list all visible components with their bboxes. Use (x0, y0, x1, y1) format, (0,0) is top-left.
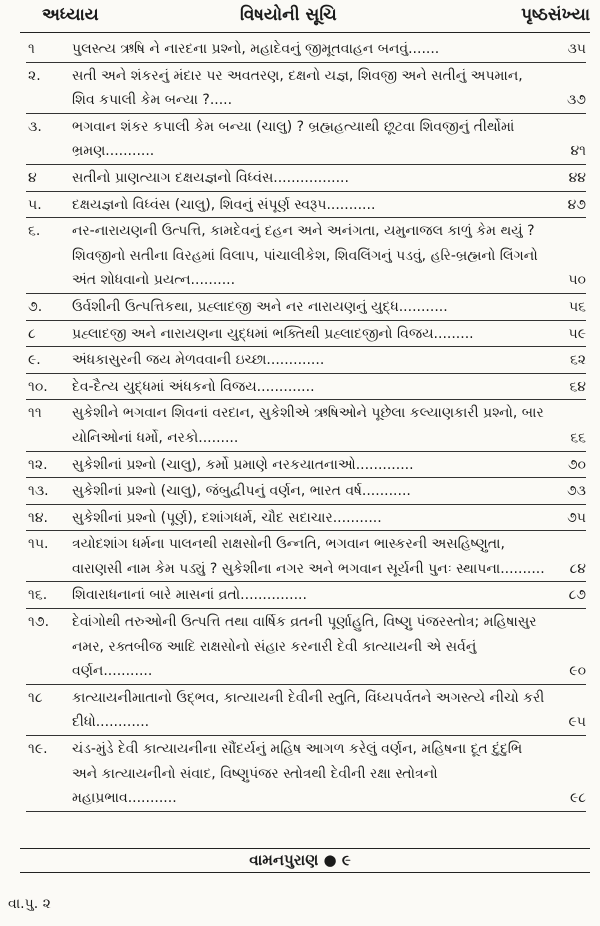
page-number: ૭૦ (567, 456, 586, 473)
page-number: ૩૭ (566, 92, 586, 109)
chapter-title: ઉર્વશીની ઉત્પત્તિકથા, પ્રહ્લાદજી અને નર નારાયણનું યુદ્ધ........... (72, 298, 448, 315)
chapter-title: દેવાંગોથી તરુઓની ઉત્પત્તિ તથા વાર્ષિક વ્રતની પૂર્ણાહુતિ, વિષ્ણુ પંજરસ્તોત્ર; મહિષાસુર નમર, રક્તબીજ આદિ રાક્ષસોનો સંહાર કરનારી દેવી કાત્યાયની એ સર્વનું વર્ણન........... (72, 614, 537, 680)
chapter-title: શિવારાધનાનાં બારે માસનાં વ્રતો............... (72, 587, 307, 604)
chapter-number: ૯. (28, 352, 41, 369)
chapter-title: સતીનો પ્રાણત્યાગ દક્ષયજ્ઞનો વિધ્વંસ................. (72, 169, 349, 186)
chapter-title: ચંડ-મુંડે દેવી કાત્યાયનીના સૌંદર્યનું મહિષ આગળ કરેલું વર્ણન, મહિષના દૂત દુંદુભિ અને કાત્યાયનીનો સંવાદ, વિષ્ણુપંજર સ્તોત્રથી દેવીની રક્ષા સ્તોત્રનો મહાપ્રભાવ........... (72, 741, 523, 807)
toc-entry (26, 294, 586, 321)
chapter-title: નર-નારાયણની ઉત્પત્તિ, કામદેવનું દહન અને અનંગતા, યમુનાજલ કાળું કેમ થયું ? શિવજીનો સતીના વિરહમાં વિલાપ, પાંચાલીકેશ, શિવલિંગનું પડવું, હરિ-બ્રહ્મનો લિંગનો અંત શોધવાનો પ્રયત્ન.......... (72, 223, 538, 289)
toc-list (26, 36, 586, 812)
chapter-number: ૧૮ (28, 689, 43, 706)
chapter-number: ૬. (28, 223, 41, 240)
chapter-number: ૧૨. (28, 456, 48, 473)
toc-entry (26, 192, 586, 219)
toc-entry (26, 478, 586, 505)
chapter-number: ૮ (28, 325, 36, 342)
toc-entry (26, 531, 586, 582)
toc-entry (26, 374, 586, 401)
chapter-title: કાત્યાયનીમાતાનો ઉદ્ભવ, કાત્યાયની દેવીની સ્તુતિ, વિંધ્યપર્વતને અગસ્ત્યે નીચો કરી દીધો............ (72, 689, 545, 731)
page-column-label: પૃષ્ઠસંખ્યા (521, 5, 590, 25)
chapter-title: ભગવાન શંકર કપાલી કેમ બન્યા (ચાલુ) ? બ્રહ્મહત્યાથી છૂટવા શિવજીનું તીર્થોમાં ભ્રમણ........... (72, 118, 515, 160)
chapter-number: ૧૪. (28, 509, 48, 526)
toc-entry (26, 218, 586, 294)
toc-entry (26, 321, 586, 348)
page-number: ૫૯ (568, 325, 586, 342)
toc-header (0, 0, 600, 30)
chapter-number: ૪ (28, 169, 37, 186)
header-rule (20, 32, 590, 33)
chapter-title: દેવ-દૈત્ય યુદ્ધમાં અંધકનો વિજય............. (72, 378, 315, 395)
toc-entry (26, 736, 586, 812)
page-number: ૫૬ (568, 298, 586, 315)
chapter-number: ૧૬. (28, 587, 48, 604)
toc-entry (26, 582, 586, 609)
chapter-number: ૨. (28, 67, 41, 84)
chapter-title: અંધકાસુરની જય મેળવવાની ઇચ્છા............. (72, 352, 325, 369)
running-footer: વામનપુરાણ ● ૯ (249, 851, 351, 869)
footer-rule-bottom (20, 872, 590, 873)
toc-entry (26, 400, 586, 451)
page-number: ૫૦ (568, 272, 586, 289)
signature-mark: વા.પુ. ૨ (8, 896, 51, 912)
toc-entry (26, 114, 586, 165)
chapter-title: સુકેશીનાં પ્રશ્નો (પૂર્ણ), દશાંગધર્મ, ચૌદ સદાચાર........... (72, 509, 382, 526)
page-number: ૬૬ (570, 429, 586, 446)
chapter-number: ૧૫. (28, 536, 49, 553)
page-number: ૬૨ (569, 352, 586, 369)
page-number: ૯૮ (570, 790, 586, 807)
page-number: ૮૭ (568, 587, 586, 604)
chapter-number: ૫. (28, 196, 42, 213)
toc-entry (26, 347, 586, 374)
chapter-number: ૧૦. (28, 378, 48, 395)
chapter-title: પ્રહ્લાદજી અને નારાયણના યુદ્ધમાં ભક્તિથી પ્રહ્લાદજીનો વિજય......... (72, 325, 474, 342)
toc-entry (26, 63, 586, 114)
page-number: ૩૫ (567, 41, 586, 57)
toc-entry (26, 609, 586, 685)
chapter-title: ત્રયોદશાંગ ધર્મના પાલનથી રાક્ષસોની ઉન્નતિ, ભગવાન ભાસ્કરની અસહિષ્ણુતા, વારાણસી નામ કેમ પડ્યું ? સુકેશીના નગર અને ભગવાન સૂર્યની પુનઃ સ્થાપના.......... (72, 536, 545, 577)
chapter-number: ૧૩. (28, 483, 49, 500)
chapter-title: સુકેશીને ભગવાન શિવનાં વરદાન, સુકેશીએ ઋષિઓને પૂછેલા કલ્યાણકારી પ્રશ્નો, બાર યોનિઓનાં ધર્મો, નરકો......... (72, 405, 544, 446)
chapter-number: ૧ (28, 41, 35, 57)
chapter-title: દક્ષયજ્ઞનો વિધ્વંસ (ચાલુ), શિવનું સંપૂર્ણ સ્વરૂપ........... (72, 196, 376, 213)
toc-entry (26, 36, 586, 63)
toc-entry (26, 685, 586, 736)
page-number: ૪૧ (570, 143, 586, 160)
page-number: ૪૭ (567, 196, 586, 213)
chapter-number: ૧૧ (28, 405, 42, 422)
page-number: ૪૪ (568, 169, 586, 186)
page-number: ૮૪ (569, 560, 586, 577)
page-number: ૭૫ (567, 509, 586, 526)
chapter-title: સુકેશીનાં પ્રશ્નો (ચાલુ), કર્મો પ્રમાણે નરકયાતનાઓ............. (72, 456, 414, 473)
chapter-number: ૧૯. (28, 741, 48, 758)
chapter-number: ૩. (28, 118, 42, 135)
page-number: ૭૩ (566, 483, 586, 500)
chapter-column-label: અધ્યાય (42, 5, 99, 25)
chapter-title: સતી અને શંકરનું મંદાર પર અવતરણ, દક્ષનો યજ્ઞ, શિવજી અને સતીનું અપમાન, શિવ કપાલી કેમ બન્યા ?..... (72, 67, 523, 109)
chapter-number: ૭. (28, 298, 43, 315)
toc-entry (26, 505, 586, 532)
toc-entry (26, 165, 586, 192)
toc-entry (26, 452, 586, 479)
toc-title: વિષયોની સૂચિ (240, 5, 337, 25)
chapter-number: ૧૭. (28, 614, 50, 631)
chapter-title: પુલસ્ત્ય ઋષિ ને નારદના પ્રશ્નો, મહાદેવનું જીમૂતવાહન બનવું....... (72, 41, 440, 57)
page-number: ૬૪ (569, 378, 586, 395)
footer-rule-top (20, 848, 590, 849)
page-number: ૯૦ (569, 663, 586, 680)
chapter-title: સુકેશીનાં પ્રશ્નો (ચાલુ), જંબુદ્વીપનું વર્ણન, ભારત વર્ષ........... (72, 483, 411, 500)
page-number: ૯૫ (568, 714, 586, 731)
